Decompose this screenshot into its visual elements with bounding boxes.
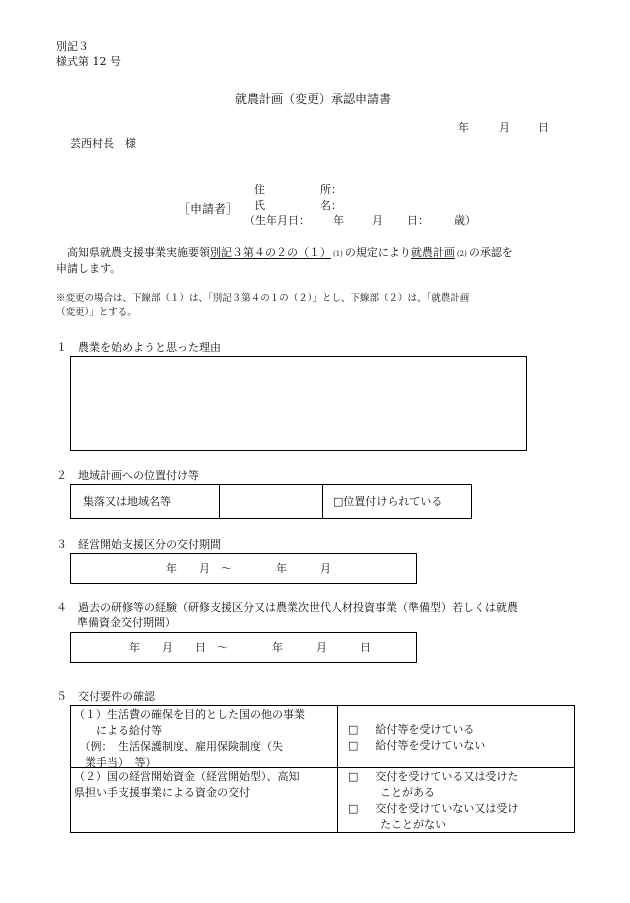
requirement-1-line-3: （例： 生活保護制度、雇用保険制度（失 bbox=[74, 739, 283, 753]
application-statement-end: 申請します。 bbox=[56, 262, 122, 275]
grant-period-field[interactable] bbox=[70, 553, 417, 584]
note-line-1: ※変更の場合は、下線部（１）は、「別記３第４の１の（２）」とし、下線部（２）は、「就農計画 bbox=[56, 293, 470, 304]
birth-day: 日： bbox=[407, 214, 429, 227]
checkbox[interactable]: □ bbox=[348, 739, 359, 752]
section-4-title-cont: 準備資金交付期間） bbox=[77, 616, 176, 629]
document-title: 就農計画（変更）承認申請書 bbox=[235, 92, 392, 106]
region-label: 集落又は地域名等 bbox=[83, 495, 171, 508]
date-day: 日 bbox=[538, 121, 549, 134]
requirement-1-options-cell bbox=[337, 705, 575, 768]
section-3-title: ３ 経営開始支援区分の交付期間 bbox=[56, 538, 221, 551]
section-2-title: ２ 地域計画への位置付け等 bbox=[56, 469, 199, 482]
age-suffix: 歳） bbox=[454, 214, 476, 227]
requirement-1-line-2: による給付等 bbox=[74, 723, 162, 737]
footnote-marker-1: (1) bbox=[333, 250, 343, 258]
requirement-2-label-cell bbox=[70, 767, 338, 833]
reason-field[interactable] bbox=[70, 356, 527, 451]
positioned-cell[interactable] bbox=[322, 484, 472, 519]
requirement-2-options-cell bbox=[337, 767, 575, 833]
addressee: 芸西村長 様 bbox=[70, 137, 136, 150]
requirement-1-option-receiving[interactable]: □ 給付等を受けている bbox=[348, 723, 475, 736]
applicant-bracket-label: ［申請者］ bbox=[178, 202, 239, 216]
checkbox[interactable]: □ bbox=[348, 802, 359, 815]
section-5-title: ５ 交付要件の確認 bbox=[56, 690, 155, 703]
region-name-field[interactable] bbox=[219, 484, 323, 519]
checkbox[interactable]: □ bbox=[348, 723, 359, 736]
footnote-marker-2: (2) bbox=[456, 250, 467, 258]
name-label: 氏 名： bbox=[254, 199, 342, 212]
requirement-1-option-not-receiving[interactable]: □ 給付等を受けていない bbox=[348, 739, 486, 752]
requirement-2-option-received[interactable]: □ 交付を受けている又は受けた ことがある bbox=[348, 770, 519, 799]
birth-month: 月 bbox=[372, 214, 383, 227]
note-line-2: （変更）」とする。 bbox=[56, 307, 137, 318]
annex-label: 別記３ bbox=[56, 40, 89, 53]
training-period-field[interactable] bbox=[70, 632, 417, 663]
requirement-1-label-cell bbox=[70, 705, 338, 768]
address-label: 住 所： bbox=[254, 183, 342, 196]
section-1-title: １ 農業を始めようと思った理由 bbox=[56, 341, 221, 354]
requirement-2-line-1: （２）国の経営開始資金（経営開始型）、高知 bbox=[74, 770, 300, 783]
application-statement: 高知県就農支援事業実施要領別記３第４の２の（１） (1) の規定により就農計画 (2) の承認を bbox=[56, 246, 513, 259]
underline-2: 就農計画 bbox=[410, 246, 455, 259]
birth-prefix: （生年月日： bbox=[244, 214, 310, 227]
requirement-2-line-2: 県担い手支援事業による資金の交付 bbox=[74, 785, 250, 799]
birth-year: 年 bbox=[333, 214, 344, 227]
requirement-2-option-not-received[interactable]: □ 交付を受けていない又は受け たことがない bbox=[348, 802, 519, 831]
requirement-1-line-4: 業手当） 等） bbox=[74, 755, 157, 769]
training-period-text: 年 月 日 ～ 年 月 日 bbox=[129, 641, 371, 654]
underline-1: 別記３第４の２の（１） bbox=[210, 246, 331, 259]
date-month: 月 bbox=[499, 121, 510, 134]
positioned-checkbox[interactable]: □ bbox=[333, 495, 344, 508]
region-label-cell bbox=[70, 484, 220, 519]
date-year: 年 bbox=[458, 121, 469, 134]
form-number: 様式第 12 号 bbox=[56, 55, 121, 68]
checkbox[interactable]: □ bbox=[348, 770, 359, 783]
positioned-label: 位置付けられている bbox=[343, 495, 443, 508]
grant-period-text: 年 月 ～ 年 月 bbox=[166, 562, 331, 575]
requirement-1-line-1: （１）生活費の確保を目的とした国の他の事業 bbox=[74, 708, 305, 721]
section-4-title: ４ 過去の研修等の経験（研修支援区分又は農業次世代人材投資事業（準備型）若しくは就農 bbox=[56, 601, 518, 614]
